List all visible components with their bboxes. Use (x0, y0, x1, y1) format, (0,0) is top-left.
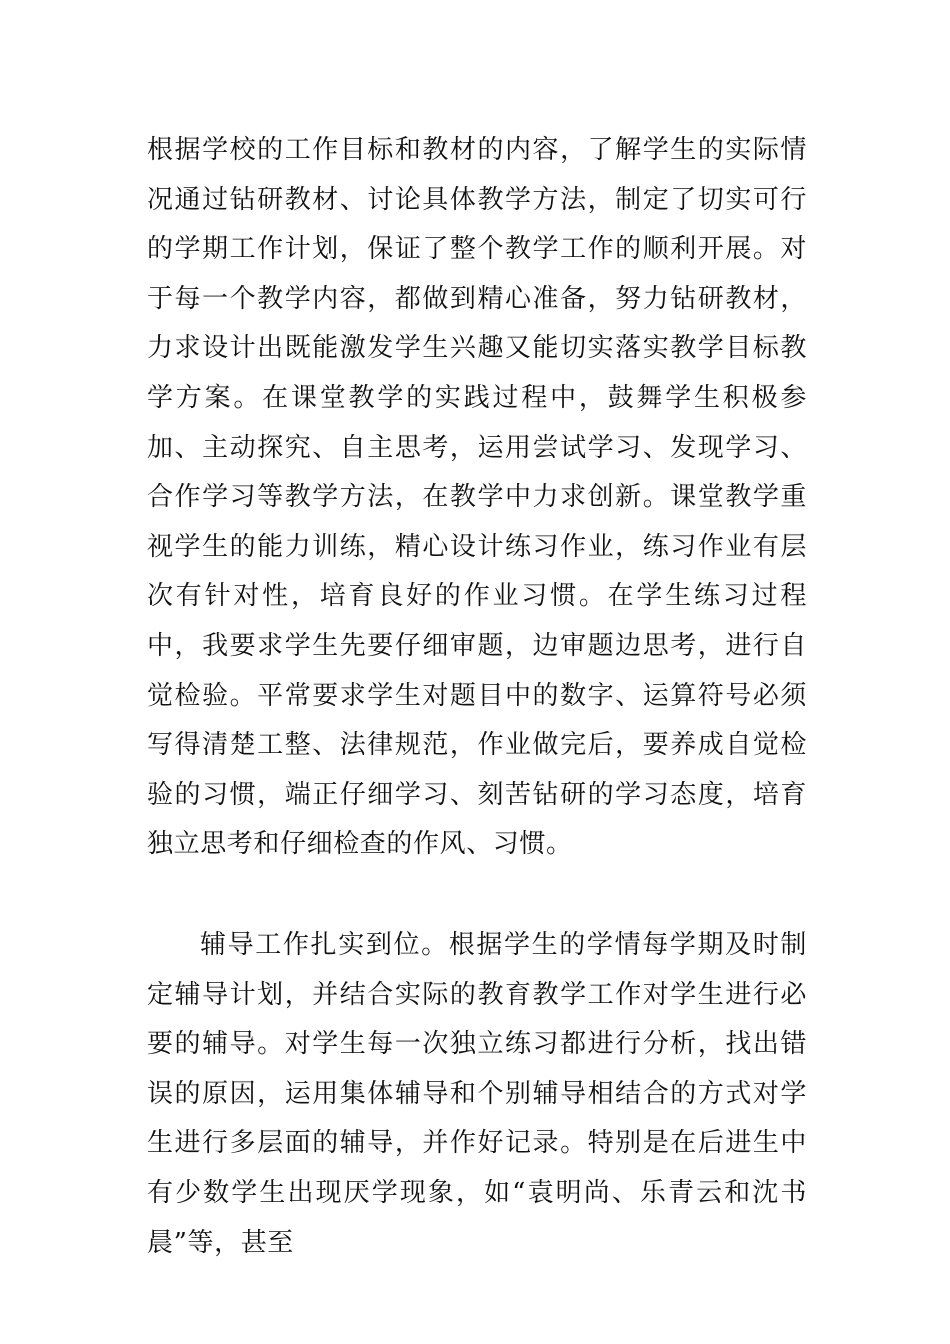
body-paragraph-2: 辅导工作扎实到位。根据学生的学情每学期及时制定辅导计划，并结合实际的教育教学工作对学生进行必要的辅导。对学生每一次独立练习都进行分析，找出错误的原因，运用集体辅导和个别辅导相结合的方式对学生进行多层面的辅导，并作好记录。特别是在后进生中有少数学生出现厌学现象，如“袁明尚、乐青云和沈书晨”等，甚至 (147, 930, 807, 1258)
body-paragraph-1: 根据学校的工作目标和教材的内容，了解学生的实际情况通过钻研教材、讨论具体教学方法，制定了切实可行的学期工作计划，保证了整个教学工作的顺利开展。对于每一个教学内容，都做到精心准备，努力钻研教材，力求设计出既能激发学生兴趣又能切实落实教学目标教学方案。在课堂教学的实践过程中，鼓舞学生积极参加、主动探究、自主思考，运用尝试学习、发现学习、合作学习等教学方法，在教学中力求创新。课堂教学重视学生的能力训练，精心设计练习作业，练习作业有层次有针对性，培育良好的作业习惯。在学生练习过程中，我要求学生先要仔细审题，边审题边思考，进行自觉检验。平常要求学生对题目中的数字、运算符号必须写得清楚工整、法律规范，作业做完后，要养成自觉检验的习惯，端正仔细学习、刻苦钻研的学习态度，培育独立思考和仔细检查的作风、习惯。 (147, 135, 807, 860)
